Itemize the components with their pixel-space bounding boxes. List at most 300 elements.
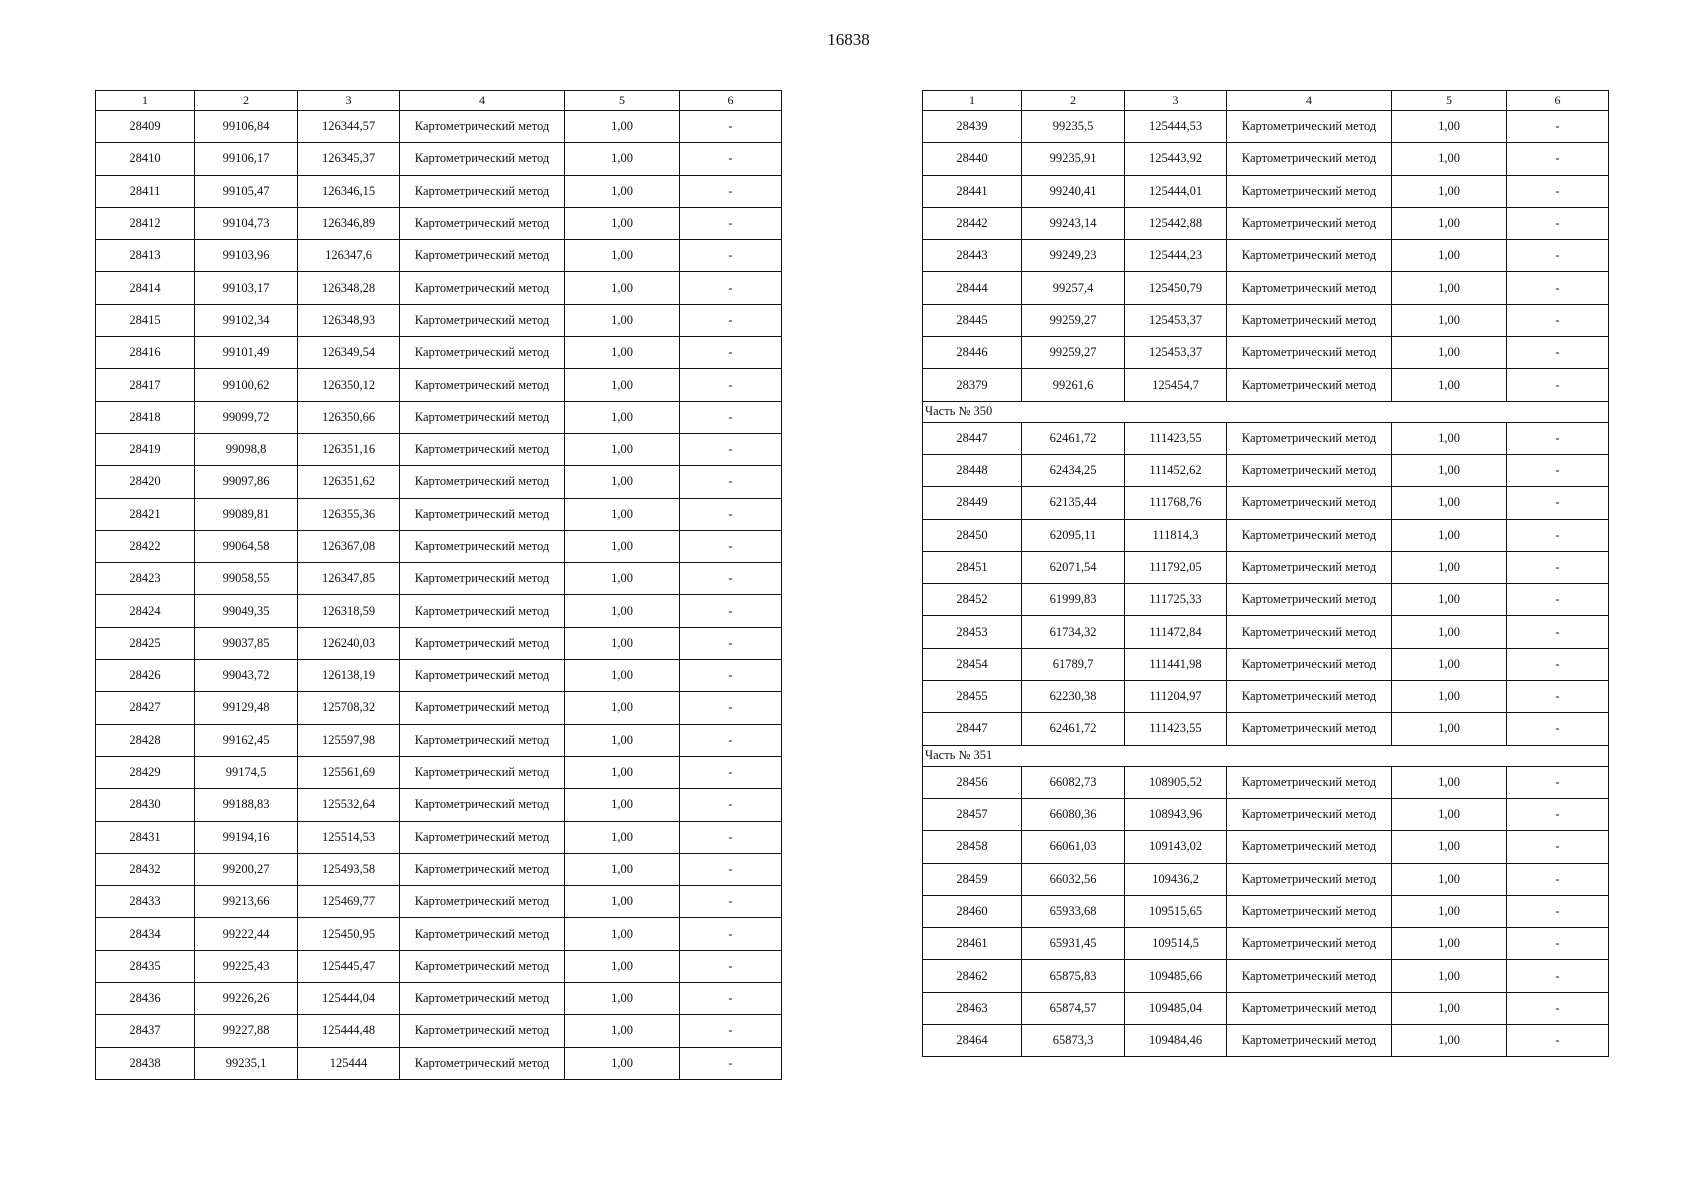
method-cell: Картометрический метод: [1227, 304, 1392, 336]
point-number-cell: 28429: [96, 756, 195, 788]
method-cell: Картометрический метод: [400, 143, 565, 175]
description-cell: -: [1507, 798, 1609, 830]
column-header: 4: [1227, 91, 1392, 111]
description-cell: -: [1507, 304, 1609, 336]
accuracy-cell: 1,00: [1392, 863, 1507, 895]
accuracy-cell: 1,00: [565, 724, 680, 756]
table-row: [96, 821, 782, 853]
accuracy-cell: 1,00: [565, 1047, 680, 1079]
x-coordinate-cell: 99089,81: [195, 498, 298, 530]
accuracy-cell: 1,00: [565, 595, 680, 627]
point-number-cell: 28447: [923, 422, 1022, 454]
description-cell: -: [1507, 143, 1609, 175]
description-cell: -: [680, 918, 782, 950]
point-number-cell: 28442: [923, 207, 1022, 239]
method-cell: Картометрический метод: [1227, 337, 1392, 369]
y-coordinate-cell: 111792,05: [1125, 551, 1227, 583]
table-row: [923, 928, 1609, 960]
x-coordinate-cell: 99129,48: [195, 692, 298, 724]
y-coordinate-cell: 125708,32: [298, 692, 400, 724]
x-coordinate-cell: 62230,38: [1022, 681, 1125, 713]
description-cell: -: [1507, 960, 1609, 992]
point-number-cell: 28428: [96, 724, 195, 756]
point-number-cell: 28448: [923, 454, 1022, 486]
column-header: 5: [1392, 91, 1507, 111]
y-coordinate-cell: 125442,88: [1125, 207, 1227, 239]
x-coordinate-cell: 99097,86: [195, 466, 298, 498]
description-cell: -: [680, 207, 782, 239]
accuracy-cell: 1,00: [1392, 831, 1507, 863]
table-row: [923, 863, 1609, 895]
point-number-cell: 28421: [96, 498, 195, 530]
method-cell: Картометрический метод: [400, 1047, 565, 1079]
description-cell: -: [1507, 207, 1609, 239]
method-cell: Картометрический метод: [400, 886, 565, 918]
point-number-cell: 28447: [923, 713, 1022, 745]
x-coordinate-cell: 99106,84: [195, 111, 298, 143]
y-coordinate-cell: 111725,33: [1125, 584, 1227, 616]
y-coordinate-cell: 125444,04: [298, 983, 400, 1015]
table-row: [923, 337, 1609, 369]
table-row: [96, 1047, 782, 1079]
method-cell: Картометрический метод: [1227, 831, 1392, 863]
description-cell: -: [1507, 1025, 1609, 1057]
accuracy-cell: 1,00: [1392, 960, 1507, 992]
section-heading-row: [923, 745, 1609, 766]
point-number-cell: 28412: [96, 207, 195, 239]
y-coordinate-cell: 126350,12: [298, 369, 400, 401]
table-header-row: [923, 91, 1609, 111]
description-cell: -: [1507, 713, 1609, 745]
accuracy-cell: 1,00: [565, 337, 680, 369]
table-row: [923, 519, 1609, 551]
description-cell: -: [680, 498, 782, 530]
accuracy-cell: 1,00: [1392, 487, 1507, 519]
point-number-cell: 28457: [923, 798, 1022, 830]
table-row: [96, 530, 782, 562]
coordinates-table-right: [922, 90, 1609, 1057]
x-coordinate-cell: 99235,91: [1022, 143, 1125, 175]
x-coordinate-cell: 99259,27: [1022, 337, 1125, 369]
y-coordinate-cell: 111814,3: [1125, 519, 1227, 551]
method-cell: Картометрический метод: [400, 950, 565, 982]
x-coordinate-cell: 99043,72: [195, 660, 298, 692]
y-coordinate-cell: 109143,02: [1125, 831, 1227, 863]
method-cell: Картометрический метод: [1227, 713, 1392, 745]
point-number-cell: 28410: [96, 143, 195, 175]
description-cell: -: [680, 886, 782, 918]
accuracy-cell: 1,00: [1392, 337, 1507, 369]
description-cell: -: [680, 111, 782, 143]
accuracy-cell: 1,00: [1392, 928, 1507, 960]
x-coordinate-cell: 62095,11: [1022, 519, 1125, 551]
table-row: [96, 207, 782, 239]
method-cell: Картометрический метод: [400, 1015, 565, 1047]
table-row: [96, 724, 782, 756]
table-row: [96, 337, 782, 369]
accuracy-cell: 1,00: [1392, 713, 1507, 745]
table-row: [96, 627, 782, 659]
y-coordinate-cell: 125444,23: [1125, 240, 1227, 272]
method-cell: Картометрический метод: [1227, 519, 1392, 551]
method-cell: Картометрический метод: [400, 530, 565, 562]
accuracy-cell: 1,00: [565, 756, 680, 788]
x-coordinate-cell: 65875,83: [1022, 960, 1125, 992]
x-coordinate-cell: 66032,56: [1022, 863, 1125, 895]
table-row: [96, 369, 782, 401]
description-cell: -: [680, 240, 782, 272]
point-number-cell: 28441: [923, 175, 1022, 207]
point-number-cell: 28419: [96, 433, 195, 465]
accuracy-cell: 1,00: [1392, 584, 1507, 616]
point-number-cell: 28436: [96, 983, 195, 1015]
y-coordinate-cell: 111441,98: [1125, 648, 1227, 680]
point-number-cell: 28450: [923, 519, 1022, 551]
description-cell: -: [680, 272, 782, 304]
description-cell: -: [1507, 337, 1609, 369]
y-coordinate-cell: 125454,7: [1125, 369, 1227, 401]
accuracy-cell: 1,00: [1392, 648, 1507, 680]
point-number-cell: 28439: [923, 111, 1022, 143]
point-number-cell: 28423: [96, 563, 195, 595]
x-coordinate-cell: 62071,54: [1022, 551, 1125, 583]
table-row: [923, 143, 1609, 175]
method-cell: Картометрический метод: [1227, 240, 1392, 272]
method-cell: Картометрический метод: [400, 272, 565, 304]
point-number-cell: 28458: [923, 831, 1022, 863]
table-row: [923, 207, 1609, 239]
description-cell: -: [680, 789, 782, 821]
point-number-cell: 28433: [96, 886, 195, 918]
accuracy-cell: 1,00: [1392, 766, 1507, 798]
table-row: [923, 240, 1609, 272]
table-row: [923, 584, 1609, 616]
description-cell: -: [1507, 111, 1609, 143]
method-cell: Картометрический метод: [400, 918, 565, 950]
description-cell: -: [1507, 369, 1609, 401]
x-coordinate-cell: 99194,16: [195, 821, 298, 853]
x-coordinate-cell: 99049,35: [195, 595, 298, 627]
x-coordinate-cell: 99064,58: [195, 530, 298, 562]
x-coordinate-cell: 99104,73: [195, 207, 298, 239]
description-cell: -: [680, 950, 782, 982]
x-coordinate-cell: 99259,27: [1022, 304, 1125, 336]
description-cell: -: [1507, 863, 1609, 895]
description-cell: -: [680, 1015, 782, 1047]
method-cell: Картометрический метод: [400, 627, 565, 659]
table-row: [923, 895, 1609, 927]
x-coordinate-cell: 99106,17: [195, 143, 298, 175]
method-cell: Картометрический метод: [400, 853, 565, 885]
method-cell: Картометрический метод: [400, 498, 565, 530]
point-number-cell: 28409: [96, 111, 195, 143]
description-cell: -: [1507, 928, 1609, 960]
method-cell: Картометрический метод: [400, 595, 565, 627]
description-cell: -: [1507, 175, 1609, 207]
description-cell: -: [1507, 992, 1609, 1024]
method-cell: Картометрический метод: [1227, 487, 1392, 519]
table-row: [923, 454, 1609, 486]
table-row: [923, 616, 1609, 648]
y-coordinate-cell: 126346,15: [298, 175, 400, 207]
description-cell: -: [680, 756, 782, 788]
y-coordinate-cell: 126350,66: [298, 401, 400, 433]
y-coordinate-cell: 125443,92: [1125, 143, 1227, 175]
accuracy-cell: 1,00: [1392, 1025, 1507, 1057]
x-coordinate-cell: 99105,47: [195, 175, 298, 207]
table-body: [923, 111, 1609, 1057]
method-cell: Картометрический метод: [400, 401, 565, 433]
table-row: [96, 498, 782, 530]
x-coordinate-cell: 62434,25: [1022, 454, 1125, 486]
table-row: [96, 595, 782, 627]
y-coordinate-cell: 111423,55: [1125, 422, 1227, 454]
y-coordinate-cell: 125453,37: [1125, 337, 1227, 369]
coordinates-table-left: [95, 90, 782, 1080]
x-coordinate-cell: 99225,43: [195, 950, 298, 982]
y-coordinate-cell: 125450,79: [1125, 272, 1227, 304]
point-number-cell: 28416: [96, 337, 195, 369]
x-coordinate-cell: 99058,55: [195, 563, 298, 595]
table-row: [923, 487, 1609, 519]
method-cell: Картометрический метод: [1227, 960, 1392, 992]
point-number-cell: 28420: [96, 466, 195, 498]
description-cell: -: [680, 692, 782, 724]
table-row: [96, 950, 782, 982]
accuracy-cell: 1,00: [1392, 519, 1507, 551]
description-cell: -: [1507, 240, 1609, 272]
method-cell: Картометрический метод: [400, 563, 565, 595]
accuracy-cell: 1,00: [565, 983, 680, 1015]
section-heading: Часть № 350: [923, 401, 1609, 422]
y-coordinate-cell: 125561,69: [298, 756, 400, 788]
description-cell: -: [680, 369, 782, 401]
accuracy-cell: 1,00: [565, 272, 680, 304]
description-cell: -: [680, 660, 782, 692]
y-coordinate-cell: 126367,08: [298, 530, 400, 562]
method-cell: Картометрический метод: [1227, 369, 1392, 401]
point-number-cell: 28456: [923, 766, 1022, 798]
point-number-cell: 28418: [96, 401, 195, 433]
method-cell: Картометрический метод: [1227, 798, 1392, 830]
x-coordinate-cell: 99103,17: [195, 272, 298, 304]
method-cell: Картометрический метод: [1227, 207, 1392, 239]
accuracy-cell: 1,00: [1392, 304, 1507, 336]
accuracy-cell: 1,00: [565, 789, 680, 821]
table-row: [923, 1025, 1609, 1057]
y-coordinate-cell: 126318,59: [298, 595, 400, 627]
x-coordinate-cell: 99235,5: [1022, 111, 1125, 143]
x-coordinate-cell: 99226,26: [195, 983, 298, 1015]
y-coordinate-cell: 125444,01: [1125, 175, 1227, 207]
y-coordinate-cell: 126348,28: [298, 272, 400, 304]
x-coordinate-cell: 99103,96: [195, 240, 298, 272]
accuracy-cell: 1,00: [565, 433, 680, 465]
accuracy-cell: 1,00: [565, 498, 680, 530]
x-coordinate-cell: 99227,88: [195, 1015, 298, 1047]
accuracy-cell: 1,00: [565, 175, 680, 207]
table-row: [96, 886, 782, 918]
accuracy-cell: 1,00: [565, 950, 680, 982]
point-number-cell: 28445: [923, 304, 1022, 336]
accuracy-cell: 1,00: [1392, 895, 1507, 927]
description-cell: -: [680, 853, 782, 885]
y-coordinate-cell: 109484,46: [1125, 1025, 1227, 1057]
description-cell: -: [1507, 551, 1609, 583]
method-cell: Картометрический метод: [1227, 422, 1392, 454]
accuracy-cell: 1,00: [565, 918, 680, 950]
y-coordinate-cell: 111472,84: [1125, 616, 1227, 648]
y-coordinate-cell: 108905,52: [1125, 766, 1227, 798]
column-header: 5: [565, 91, 680, 111]
x-coordinate-cell: 62461,72: [1022, 422, 1125, 454]
x-coordinate-cell: 66061,03: [1022, 831, 1125, 863]
x-coordinate-cell: 99235,1: [195, 1047, 298, 1079]
description-cell: -: [680, 821, 782, 853]
table-row: [923, 111, 1609, 143]
accuracy-cell: 1,00: [565, 1015, 680, 1047]
point-number-cell: 28463: [923, 992, 1022, 1024]
description-cell: -: [1507, 831, 1609, 863]
table-row: [923, 551, 1609, 583]
table-row: [96, 240, 782, 272]
x-coordinate-cell: 65933,68: [1022, 895, 1125, 927]
method-cell: Картометрический метод: [400, 789, 565, 821]
x-coordinate-cell: 99222,44: [195, 918, 298, 950]
x-coordinate-cell: 99188,83: [195, 789, 298, 821]
y-coordinate-cell: 125514,53: [298, 821, 400, 853]
x-coordinate-cell: 99098,8: [195, 433, 298, 465]
method-cell: Картометрический метод: [1227, 1025, 1392, 1057]
column-header: 3: [1125, 91, 1227, 111]
accuracy-cell: 1,00: [565, 627, 680, 659]
point-number-cell: 28430: [96, 789, 195, 821]
y-coordinate-cell: 125450,95: [298, 918, 400, 950]
method-cell: Картометрический метод: [1227, 584, 1392, 616]
accuracy-cell: 1,00: [1392, 272, 1507, 304]
x-coordinate-cell: 66082,73: [1022, 766, 1125, 798]
description-cell: -: [680, 595, 782, 627]
y-coordinate-cell: 126351,62: [298, 466, 400, 498]
x-coordinate-cell: 99257,4: [1022, 272, 1125, 304]
x-coordinate-cell: 99213,66: [195, 886, 298, 918]
x-coordinate-cell: 99200,27: [195, 853, 298, 885]
method-cell: Картометрический метод: [1227, 143, 1392, 175]
table-row: [923, 713, 1609, 745]
method-cell: Картометрический метод: [1227, 766, 1392, 798]
point-number-cell: 28438: [96, 1047, 195, 1079]
x-coordinate-cell: 99261,6: [1022, 369, 1125, 401]
description-cell: -: [680, 983, 782, 1015]
description-cell: -: [1507, 272, 1609, 304]
y-coordinate-cell: 109436,2: [1125, 863, 1227, 895]
y-coordinate-cell: 108943,96: [1125, 798, 1227, 830]
accuracy-cell: 1,00: [565, 692, 680, 724]
table-row: [96, 756, 782, 788]
y-coordinate-cell: 125532,64: [298, 789, 400, 821]
point-number-cell: 28411: [96, 175, 195, 207]
accuracy-cell: 1,00: [565, 304, 680, 336]
point-number-cell: 28425: [96, 627, 195, 659]
point-number-cell: 28414: [96, 272, 195, 304]
description-cell: -: [680, 563, 782, 595]
description-cell: -: [1507, 766, 1609, 798]
point-number-cell: 28446: [923, 337, 1022, 369]
column-header: 2: [195, 91, 298, 111]
y-coordinate-cell: 126355,36: [298, 498, 400, 530]
table-row: [96, 433, 782, 465]
x-coordinate-cell: 65931,45: [1022, 928, 1125, 960]
x-coordinate-cell: 61789,7: [1022, 648, 1125, 680]
accuracy-cell: 1,00: [565, 853, 680, 885]
method-cell: Картометрический метод: [400, 207, 565, 239]
description-cell: -: [680, 724, 782, 756]
table-row: [96, 983, 782, 1015]
point-number-cell: 28415: [96, 304, 195, 336]
x-coordinate-cell: 61734,32: [1022, 616, 1125, 648]
description-cell: -: [1507, 519, 1609, 551]
y-coordinate-cell: 126345,37: [298, 143, 400, 175]
y-coordinate-cell: 126138,19: [298, 660, 400, 692]
point-number-cell: 28417: [96, 369, 195, 401]
table-row: [96, 563, 782, 595]
column-header: 1: [923, 91, 1022, 111]
point-number-cell: 28452: [923, 584, 1022, 616]
table-row: [923, 831, 1609, 863]
method-cell: Картометрический метод: [1227, 928, 1392, 960]
point-number-cell: 28434: [96, 918, 195, 950]
description-cell: -: [680, 143, 782, 175]
column-header: 6: [680, 91, 782, 111]
method-cell: Картометрический метод: [1227, 992, 1392, 1024]
point-number-cell: 28432: [96, 853, 195, 885]
accuracy-cell: 1,00: [1392, 992, 1507, 1024]
y-coordinate-cell: 126347,85: [298, 563, 400, 595]
section-heading-row: [923, 401, 1609, 422]
x-coordinate-cell: 99240,41: [1022, 175, 1125, 207]
description-cell: -: [1507, 487, 1609, 519]
accuracy-cell: 1,00: [1392, 175, 1507, 207]
y-coordinate-cell: 111452,62: [1125, 454, 1227, 486]
table-body: [96, 111, 782, 1080]
y-coordinate-cell: 125597,98: [298, 724, 400, 756]
method-cell: Картометрический метод: [1227, 272, 1392, 304]
y-coordinate-cell: 125444,53: [1125, 111, 1227, 143]
table-row: [923, 960, 1609, 992]
x-coordinate-cell: 99099,72: [195, 401, 298, 433]
point-number-cell: 28455: [923, 681, 1022, 713]
table-row: [96, 175, 782, 207]
table-row: [923, 304, 1609, 336]
table-row: [923, 272, 1609, 304]
description-cell: -: [680, 530, 782, 562]
y-coordinate-cell: 126351,16: [298, 433, 400, 465]
x-coordinate-cell: 99102,34: [195, 304, 298, 336]
accuracy-cell: 1,00: [565, 401, 680, 433]
point-number-cell: 28464: [923, 1025, 1022, 1057]
table-row: [96, 692, 782, 724]
accuracy-cell: 1,00: [565, 886, 680, 918]
x-coordinate-cell: 65873,3: [1022, 1025, 1125, 1057]
point-number-cell: 28461: [923, 928, 1022, 960]
accuracy-cell: 1,00: [565, 563, 680, 595]
accuracy-cell: 1,00: [565, 821, 680, 853]
accuracy-cell: 1,00: [565, 111, 680, 143]
page-number: 16838: [827, 30, 870, 49]
point-number-cell: 28431: [96, 821, 195, 853]
table-header-row: [96, 91, 782, 111]
y-coordinate-cell: 111204,97: [1125, 681, 1227, 713]
